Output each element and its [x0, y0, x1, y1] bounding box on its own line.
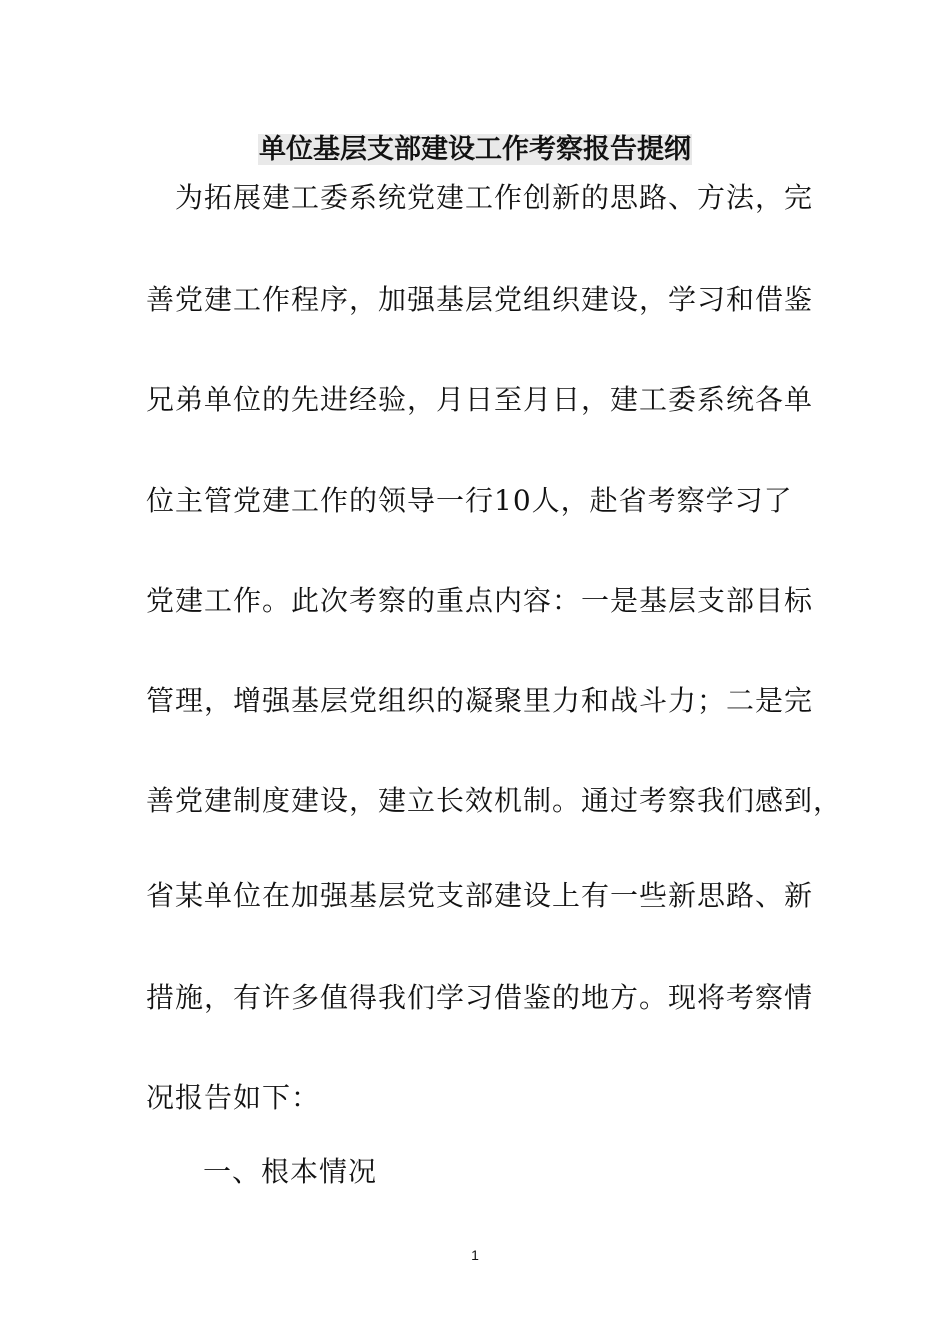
document-title-text: 单位基层支部建设工作考察报告提纲	[259, 134, 691, 165]
paragraph-line: 位主管党建工作的领导一行10人，赴省考察学习了	[146, 484, 793, 517]
page-number: 1	[471, 1247, 479, 1263]
document-title	[0, 132, 950, 168]
paragraph-line: 措施，有许多值得我们学习借鉴的地方。现将考察情	[146, 981, 814, 1014]
paragraph-line: 况报告如下：	[146, 1081, 321, 1114]
paragraph-line: 兄弟单位的先进经验，月日至月日，建工委系统各单	[146, 383, 814, 416]
paragraph-line: 省某单位在加强基层党支部建设上有一些新思路、新	[146, 879, 814, 912]
paragraph-line: 善党建工作程序，加强基层党组织建设，学习和借鉴	[146, 283, 814, 316]
paragraph-line: 善党建制度建设，建立长效机制。通过考察我们感到，	[146, 784, 843, 817]
paragraph-line: 管理，增强基层党组织的凝聚里力和战斗力；二是完	[146, 684, 814, 717]
section-heading: 一、根本情况	[203, 1155, 378, 1188]
paragraph-line: 为拓展建工委系统党建工作创新的思路、方法，完	[175, 181, 814, 214]
paragraph-line: 党建工作。此次考察的重点内容：一是基层支部目标	[146, 584, 814, 617]
